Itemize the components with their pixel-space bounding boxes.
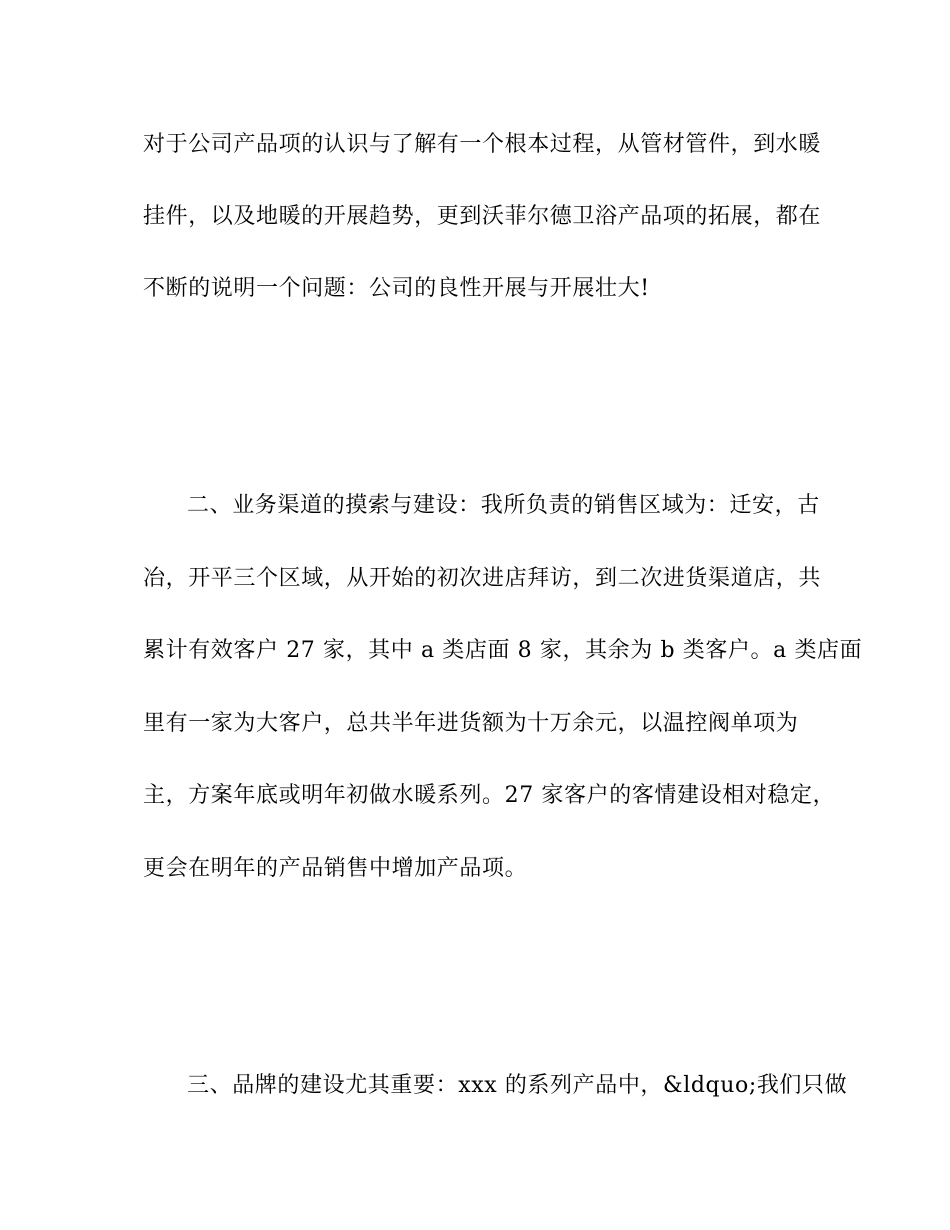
paragraph-2-line-6: 更会在明年的产品销售中增加产品项。 bbox=[143, 856, 528, 881]
paragraph-2-line-4: 里有一家为大客户，总共半年进货额为十万余元，以温控阀单项为 bbox=[143, 711, 799, 736]
paragraph-1-line-1: 对于公司产品项的认识与了解有一个根本过程，从管材管件，到水暖 bbox=[143, 132, 822, 157]
paragraph-1-line-2: 挂件，以及地暖的开展趋势，更到沃菲尔德卫浴产品项的拓展，都在 bbox=[143, 204, 822, 229]
paragraph-2-line-5: 主，方案年底或明年初做水暖系列。27 家客户的客情建设相对稳定， bbox=[143, 783, 836, 808]
paragraph-3-line-1: 三、品牌的建设尤其重要：xxx 的系列产品中，&ldquo;我们只做 bbox=[187, 1073, 848, 1098]
paragraph-2-line-1: 二、业务渠道的摸索与建设：我所负责的销售区域为：迁安，古 bbox=[187, 493, 820, 518]
paragraph-2-line-3: 累计有效客户 27 家，其中 a 类店面 8 家，其余为 b 类客户。a 类店面 bbox=[143, 638, 863, 663]
paragraph-2-line-2: 冶，开平三个区域，从开始的初次进店拜访，到二次进货渠道店，共 bbox=[143, 566, 822, 591]
paragraph-1-line-3: 不断的说明一个问题：公司的良性开展与开展壮大! bbox=[143, 276, 650, 301]
